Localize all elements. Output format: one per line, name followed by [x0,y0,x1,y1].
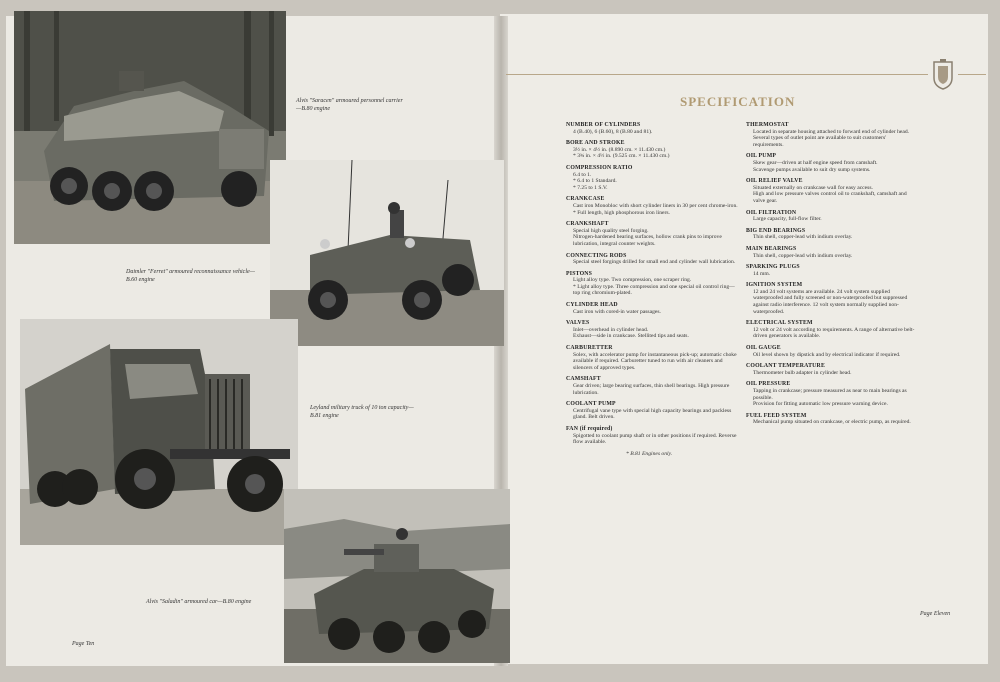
spec-line: Gear driven; large bearing surfaces, thin shell bearings. High pressure lubrication. [573,383,730,396]
spec-line: * Light alloy type. Three compression and one special oil control ring—top ring chromium-plated. [573,283,735,297]
spec-heading: OIL RELIEF VALVE [746,178,803,185]
spec-heading: COMPRESSION RATIO [566,164,633,171]
spec-heading: NUMBER OF CYLINDERS [566,122,641,128]
spec-section [746,381,918,407]
spec-line: Thin shell, copper-lead with indium overlay. [753,234,853,241]
spec-section [566,221,738,247]
spec-heading: CAMSHAFT [566,376,601,383]
spec-section [746,153,918,173]
spec-section [746,246,918,259]
spec-line: Exhaust—side in crankcase. Stellited tips and seats. [573,333,689,340]
spec-line: 14 mm. [753,270,771,277]
spec-heading: IGNITION SYSTEM [746,282,803,289]
spec-line: Nitrogen-hardened bearing surfaces, hollow crank pins to improve lubrication, integral counter weights. [573,234,722,247]
spec-line: Mechanical pump situated on crankcase, or electric pump, as required. [753,419,911,426]
spec-heading: CRANKCASE [566,196,605,203]
spec-section [566,401,738,421]
spec-line: Located in separate housing attached to forward end of cylinder head. Several types of outlet point are available to suit customers' requirements. [753,128,910,148]
folio-left: Page Ten [72,641,95,647]
spec-section [566,345,738,371]
spec-heading: OIL PRESSURE [746,381,791,388]
photo-leyland-truck [20,319,298,545]
spec-heading: OIL GAUGE [746,345,781,352]
spec-heading: COOLANT TEMPERATURE [746,363,826,370]
spec-line: 6.4 to 1. [573,171,592,178]
spec-section [566,140,738,160]
header-rule [506,74,928,75]
spec-line: Large capacity, full-flow filter. [753,216,822,223]
spec-line: Inlet—overhead in cylinder head. [573,326,649,333]
spec-title: SPECIFICATION [680,94,796,109]
spec-heading: BORE AND STROKE [566,140,625,147]
spec-section [746,264,918,277]
spec-section [566,271,738,297]
spec-section [746,320,918,340]
spec-section [566,376,738,396]
spec-line: Centrifugal vane type with special high capacity bearings and packless gland. Belt driven. [573,407,732,421]
spec-line: 12 and 24 volt systems are available. 24 volt system supplied waterproofed and fully screened or non-waterproofed but suppressed against radio interference. 12 volt system normally supplied non-waterproofed. [753,288,908,315]
spec-section [566,196,738,216]
spec-column-left [566,122,738,457]
caption-saracen: Alvis "Saracen" armoured personnel carrier—B.80 engine [296,98,403,112]
spec-line: * Full length, high phosphorous iron liners. [573,209,670,216]
spec-section [746,178,918,204]
spec-section [746,210,918,223]
spec-heading: SPARKING PLUGS [746,264,800,271]
spec-line: Special high quality steel forging. [573,227,649,234]
spec-line: 3½ in. × 4½ in. (8.890 cm. × 11.430 cm.) [573,146,666,153]
spec-line: 4 (B.40), 6 (B.60), 8 (B.80 and 81). [573,128,653,135]
spec-line: 12 volt or 24 volt according to requirements. A range of alternative belt-driven generators is available. [753,326,915,340]
spec-section [746,228,918,241]
photo-ferret [270,160,504,346]
spec-line: Situated externally on crankcase wall for easy access. [753,184,873,191]
spec-line: Light alloy type. Two compression, one scraper ring. [573,277,692,284]
spec-line: Thermometer bulb adapter in cylinder head. [753,369,852,376]
spec-heading: FUEL FEED SYSTEM [746,412,807,419]
spec-line: Solex, with accelerator pump for instantaneous pick-up; automatic choke available if required. Carburetter tuned to run with air cleaners and silencers of approved types. [573,351,737,371]
spec-section [566,320,738,340]
spec-heading: ELECTRICAL SYSTEM [746,320,813,327]
spec-line: Provision for fitting automatic low pressure warning device. [753,401,888,408]
spec-section [746,345,918,358]
spec-footnote: * B.81 Engines only. [626,450,673,457]
spec-heading: CONNECTING RODS [566,252,627,259]
header-rule-right [958,74,986,75]
photo-saracen [14,11,286,244]
spec-heading: CRANKSHAFT [566,221,609,228]
spec-line: Special steel forgings drilled for small end and cylinder wall lubrication. [573,259,736,266]
spec-heading: OIL PUMP [746,153,777,160]
spec-heading: COOLANT PUMP [566,401,616,408]
spec-heading: THERMOSTAT [746,122,789,128]
spec-line: * 6.4 to 1 Standard. [573,178,617,185]
spec-line: * 3¾ in. × 4½ in. (9.525 cm. × 11.430 cm.) [573,153,670,160]
folio-right: Page Eleven [920,611,951,617]
spec-heading: BIG END BEARINGS [746,227,806,234]
spec-heading: MAIN BEARINGS [746,245,797,252]
spec-heading: CARBURETTER [566,345,613,352]
spec-line: * 7.25 to 1 S.V. [573,184,608,191]
spec-line: Spigotted to coolant pump shaft or in other positions if required. Reverse flow available. [573,432,737,446]
spec-heading: CYLINDER HEAD [566,302,618,309]
caption-leyland: Leyland military truck of 10 ton capacity—B.81 engine [310,405,414,419]
spec-line: Thin shell, copper-lead with indium overlay. [753,252,853,259]
spec-heading: OIL FILTRATION [746,209,797,216]
spec-section [746,122,918,148]
spec-section [566,165,738,191]
spec-line: Skew gear—driven at half engine speed from camshaft. [753,159,878,166]
spec-line: Oil level shown by dipstick and by electrical indicator if required. [753,351,901,358]
spec-column-right [746,122,918,431]
spec-section [566,426,738,446]
spec-line: High and low pressure valves control oil to crankshaft, camshaft and valve gear. [753,191,907,204]
spec-heading: FAN (if required) [566,425,613,432]
spec-section [566,302,738,315]
photo-saladin [284,489,510,663]
spec-line: Tapping in crankcase; pressure measured as near to main bearings as possible. [753,388,907,401]
crest-emblem-icon [932,58,954,90]
spec-section [566,122,738,135]
caption-ferret: Daimler "Ferret" armoured reconnaissance vehicle—B.60 engine [126,269,256,283]
spec-line: Cast iron with cored-in water passages. [573,308,661,315]
spec-heading: VALVES [566,320,590,327]
spec-section [746,282,918,315]
spec-section [746,413,918,426]
caption-saladin: Alvis "Saladin" armoured car—B.80 engine [146,599,252,605]
spec-line: Cast iron Monobloc with short cylinder liners in 30 per cent chrome-iron. [573,202,738,209]
spec-section [566,253,738,266]
spec-section [746,363,918,376]
spec-line: Scavenge pumps available to suit dry sump systems. [753,166,871,173]
spec-heading: PISTONS [566,270,593,277]
